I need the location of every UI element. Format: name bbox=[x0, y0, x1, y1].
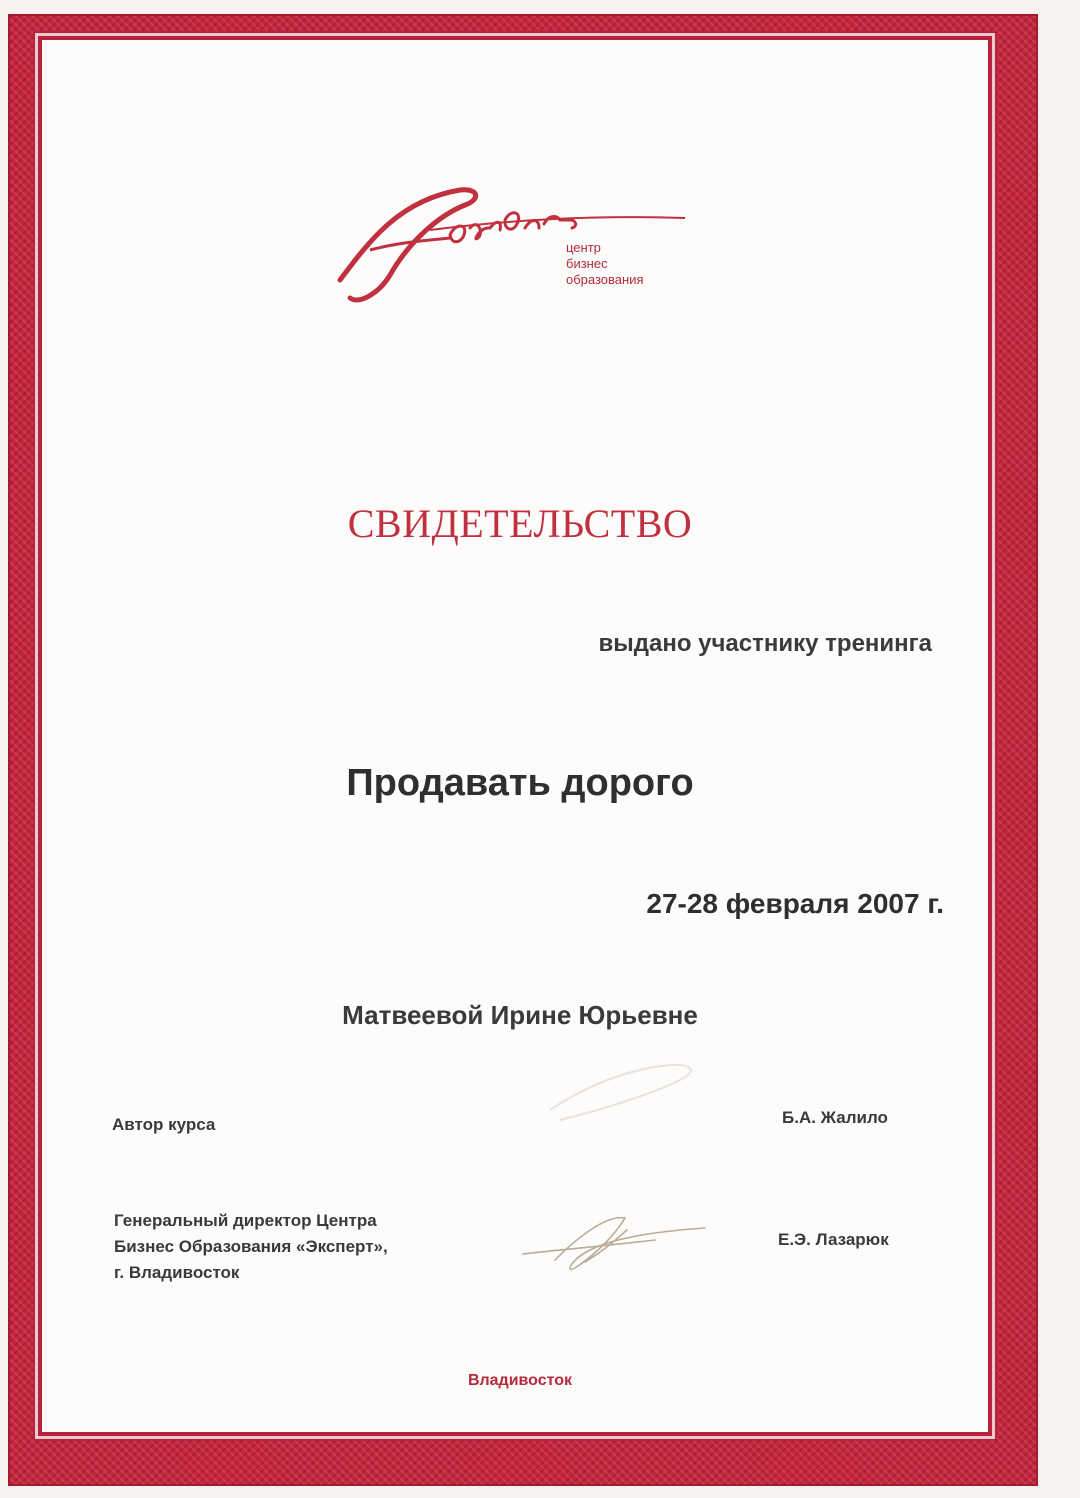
signatory-role-line: Автор курса bbox=[112, 1115, 216, 1134]
footer-city: Владивосток bbox=[467, 1372, 573, 1389]
logo-subtitle-line: бизнес bbox=[566, 256, 608, 271]
signature-1 bbox=[540, 1050, 720, 1130]
logo-subtitle-line: центр bbox=[566, 240, 601, 255]
logo-subtitle-line: образования bbox=[566, 272, 644, 287]
signatory-role-line: Генеральный директор Центра bbox=[114, 1211, 377, 1230]
recipient-name: Матвеевой Ирине Юрьевне bbox=[342, 1000, 698, 1030]
signatory-name: Е.Э. Лазарюк bbox=[778, 1230, 889, 1249]
signatory-role-line: г. Владивосток bbox=[114, 1263, 240, 1282]
signatory-role bbox=[112, 1112, 215, 1138]
signatory-role-line: Бизнес Образования «Эксперт», bbox=[114, 1237, 388, 1256]
signatory-role bbox=[114, 1208, 388, 1286]
signatory-name: Б.А. Жалило bbox=[782, 1108, 888, 1127]
issued-to-label: выдано участнику тренинга bbox=[598, 630, 932, 657]
course-dates: 27-28 февраля 2007 г. bbox=[646, 888, 944, 919]
certificate-title: СВИДЕТЕЛЬСТВО bbox=[347, 501, 693, 546]
signature-2 bbox=[515, 1210, 715, 1280]
course-name: Продавать дорого bbox=[346, 762, 694, 804]
logo-subtitle bbox=[566, 240, 644, 288]
